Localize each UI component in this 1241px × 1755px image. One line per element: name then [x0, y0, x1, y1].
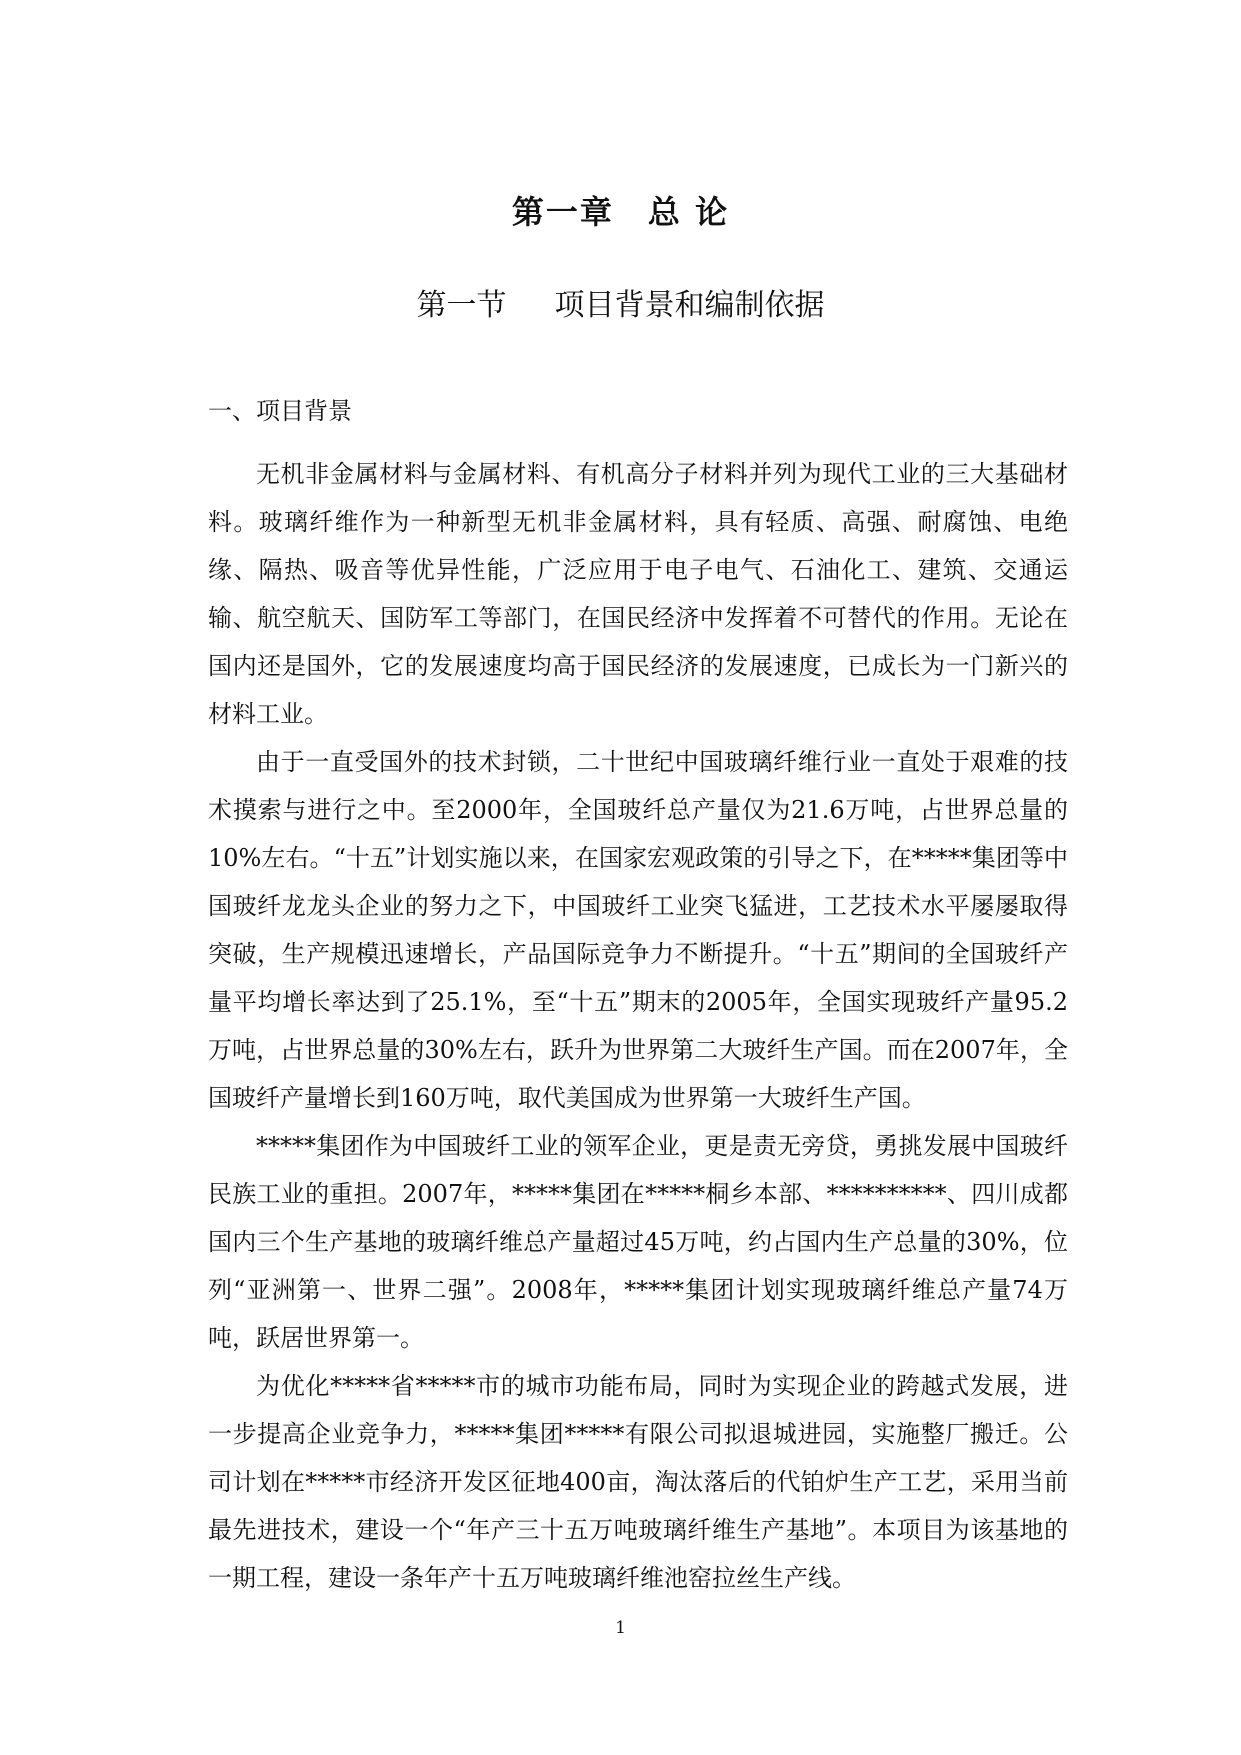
subheading-project-background: 一、项目背景	[208, 397, 352, 425]
chapter-title: 第一章 总 论	[511, 193, 730, 231]
paragraph-1: 无机非金属材料与金属材料、有机高分子材料并列为现代工业的三大基础材料。玻璃纤维作为一种新型无机非金属材料，具有轻质、高强、耐腐蚀、电绝缘、隔热、吸音等优异性能，广泛应用于电子电气、石油化工、建筑、交通运输、航空航天、国防军工等部门，在国民经济中发挥着不可替代的作用。无论在国内还是国外，它的发展速度均高于国民经济的发展速度，已成长为一门新兴的材料工业。	[208, 460, 1068, 728]
section-title-text: 项目背景和编制依据	[554, 288, 825, 323]
paragraph-2: 由于一直受国外的技术封锁，二十世纪中国玻璃纤维行业一直处于艰难的技术摸索与进行之中。至2000年，全国玻纤总产量仅为21.6万吨，占世界总量的10%左右。“十五”计划实施以来，在国家宏观政策的引导之下，在*****集团等中国玻纤龙龙头企业的努力之下，中国玻纤工业突飞猛进，工艺技术水平屡屡取得突破，生产规模迅速增长，产品国际竞争力不断提升。“十五”期间的全国玻纤产量平均增长率达到了25.1%，至“十五”期末的2005年，全国实现玻纤产量95.2万吨，占世界总量的30%左右，跃升为世界第二大玻纤生产国。而在2007年，全国玻纤产量增长到160万吨，取代美国成为世界第一大玻纤生产国。	[208, 748, 1068, 1112]
paragraph-4: 为优化*****省*****市的城市功能布局，同时为实现企业的跨越式发展，进一步提高企业竞争力，*****集团*****有限公司拟退城进园，实施整厂搬迁。公司计划在*****市经济开发区征地400亩，淘汰落后的代铂炉生产工艺，采用当前最先进技术，建设一个“年产三十五万吨玻璃纤维生产基地”。本项目为该基地的一期工程，建设一条年产十五万吨玻璃纤维池窑拉丝生产线。	[208, 1372, 1068, 1592]
page-number: 1	[615, 1618, 626, 1638]
section-title	[0, 286, 1241, 326]
body-text	[208, 450, 1068, 1602]
paragraph-3: *****集团作为中国玻纤工业的领军企业，更是责无旁贷，勇挑发展中国玻纤民族工业的重担。2007年，*****集团在*****桐乡本部、**********、四川成都国内三个生产基地的玻璃纤维总产量超过45万吨，约占国内生产总量的30%，位列“亚洲第一、世界二强”。2008年，*****集团计划实现玻璃纤维总产量74万吨，跃居世界第一。	[208, 1132, 1068, 1352]
section-number: 第一节	[416, 288, 507, 323]
